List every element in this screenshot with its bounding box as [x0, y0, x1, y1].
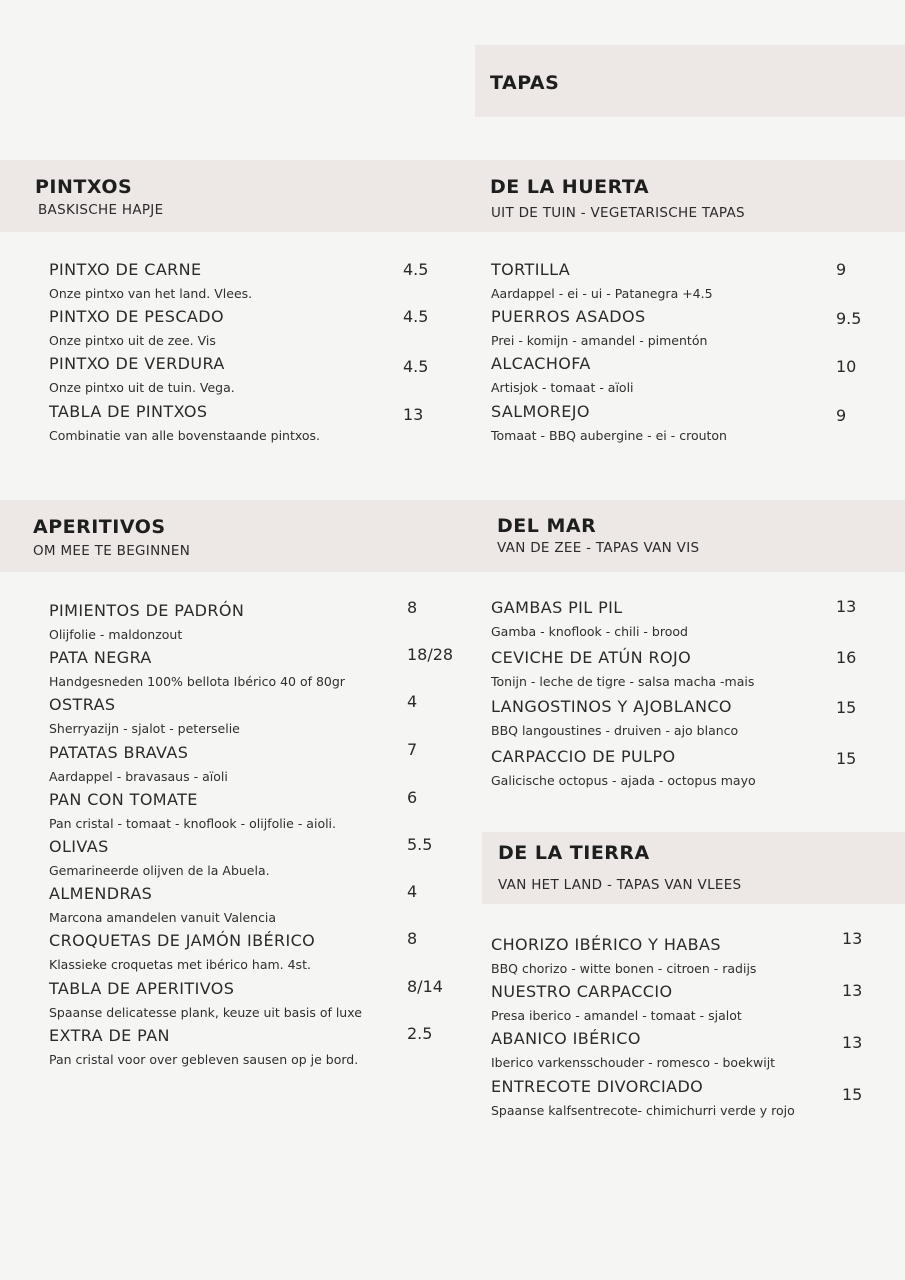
item-price: 15 — [842, 1084, 863, 1104]
pintxos-subtitle: BASKISCHE HAPJE — [38, 202, 164, 218]
item-name: ALCACHOFA — [491, 354, 591, 374]
item-name: GAMBAS PIL PIL — [491, 598, 623, 617]
item-description: Spaanse delicatesse plank, keuze uit basis of luxe — [49, 1004, 362, 1020]
menu-item — [491, 747, 891, 797]
item-price: 13 — [842, 981, 863, 1001]
item-price: 8 — [407, 598, 418, 617]
item-description: Pan cristal - tomaat - knoflook - olijfolie - aioli. — [49, 815, 337, 831]
item-description: Onze pintxo uit de tuin. Vega. — [49, 380, 235, 396]
aperitivos-title: APERITIVOS — [33, 516, 166, 538]
menu-item — [49, 598, 469, 648]
huerta-title: DE LA HUERTA — [490, 176, 650, 198]
item-price: 13 — [836, 597, 857, 616]
item-description: Combinatie van alle bovenstaande pintxos. — [49, 427, 321, 443]
item-name: TORTILLA — [491, 260, 571, 279]
item-description: Olijfolie - maldonzout — [49, 627, 183, 642]
huerta-subtitle: UIT DE TUIN - VEGETARISCHE TAPAS — [491, 205, 745, 221]
page-title: TAPAS — [490, 72, 560, 94]
aperitivos-subtitle: OM MEE TE BEGINNEN — [33, 543, 191, 559]
item-name: ENTRECOTE DIVORCIADO — [491, 1076, 704, 1096]
item-description: Onze pintxo van het land. Vlees. — [49, 286, 253, 301]
item-description: Iberico varkensschouder - romesco - boekwijt — [491, 1055, 776, 1071]
item-name: ALMENDRAS — [49, 884, 153, 904]
item-name: PUERROS ASADOS — [491, 307, 646, 327]
item-description: Marcona amandelen vanuit Valencia — [49, 910, 277, 926]
menu-item — [49, 260, 449, 307]
item-description: Presa iberico - amandel - tomaat - sjalot — [491, 1008, 742, 1024]
item-name: PINTXO DE PESCADO — [49, 307, 224, 327]
item-name: CHORIZO IBÉRICO Y HABAS — [491, 935, 721, 954]
item-description: Onze pintxo uit de zee. Vis — [49, 333, 216, 349]
menu-item — [491, 598, 891, 648]
item-price: 4 — [407, 692, 418, 712]
menu-item — [491, 354, 891, 401]
item-description: Pan cristal voor over gebleven sausen op je bord. — [49, 1051, 359, 1067]
menu-item — [49, 976, 469, 1026]
item-name: TABLA DE PINTXOS — [49, 401, 208, 421]
menu-item — [491, 307, 891, 354]
item-description: Klassieke croquetas met ibérico ham. 4st. — [49, 957, 311, 973]
item-price: 4 — [407, 882, 418, 902]
item-price: 15 — [836, 748, 857, 768]
mar-subtitle: VAN DE ZEE - TAPAS VAN VIS — [497, 540, 700, 556]
pintxos-title: PINTXOS — [35, 176, 133, 198]
item-price: 13 — [842, 1033, 863, 1053]
menu-item — [49, 1023, 469, 1073]
menu-item — [49, 931, 469, 978]
item-name: PATA NEGRA — [49, 648, 152, 668]
menu-item — [491, 1029, 891, 1076]
item-price: 4.5 — [403, 307, 429, 327]
item-name: OSTRAS — [49, 695, 116, 715]
tierra-title: DE LA TIERRA — [498, 842, 650, 864]
item-price: 15 — [836, 698, 857, 717]
item-description: Tonijn - leche de tigre - salsa macha -mais — [491, 673, 755, 689]
item-price: 10 — [836, 357, 857, 377]
item-name: PIMIENTOS DE PADRÓN — [49, 601, 245, 620]
menu-item — [49, 787, 469, 837]
item-price: 18/28 — [407, 645, 454, 665]
pintxos-list — [49, 260, 449, 449]
item-name: PAN CON TOMATE — [49, 789, 198, 809]
item-description: Galicische octopus - ajada - octopus mayo — [491, 772, 756, 788]
item-name: CROQUETAS DE JAMÓN IBÉRICO — [49, 931, 316, 951]
menu-item — [49, 692, 469, 742]
item-name: TABLA DE APERITIVOS — [49, 978, 235, 998]
menu-item — [49, 739, 469, 790]
tierra-subtitle: VAN HET LAND - TAPAS VAN VLEES — [498, 877, 742, 893]
item-name: ABANICO IBÉRICO — [491, 1029, 641, 1049]
item-name: OLIVAS — [49, 836, 109, 856]
item-price: 9 — [836, 405, 847, 425]
item-price: 13 — [403, 404, 424, 424]
item-description: Artisjok - tomaat - aïoli — [491, 380, 634, 396]
item-price: 9.5 — [836, 309, 862, 329]
item-price: 8 — [407, 929, 418, 949]
item-price: 8/14 — [407, 976, 443, 996]
menu-item — [491, 402, 891, 449]
item-price: 7 — [407, 739, 418, 759]
item-description: Spaanse kalfsentrecote- chimichurri verde y rojo — [491, 1102, 795, 1118]
item-price: 16 — [836, 647, 857, 667]
menu-item — [49, 834, 469, 884]
item-description: Aardappel - bravasaus - aïoli — [49, 768, 228, 784]
item-price: 5.5 — [407, 834, 433, 854]
huerta-list — [491, 260, 891, 449]
item-name: PINTXO DE CARNE — [49, 260, 202, 279]
item-price: 4.5 — [403, 260, 429, 279]
item-description: Gamba - knoflook - chili - brood — [491, 624, 688, 639]
menu-item — [49, 402, 449, 449]
menu-item — [491, 1077, 891, 1124]
menu-item — [491, 697, 891, 747]
menu-item — [49, 645, 469, 695]
item-description: Aardappel - ei - ui - Patanegra +4.5 — [491, 286, 713, 301]
menu-item — [491, 982, 891, 1029]
item-name: PINTXO DE VERDURA — [49, 354, 225, 374]
item-name: NUESTRO CARPACCIO — [491, 982, 673, 1002]
pintxos-header-band — [0, 160, 905, 232]
item-description: BBQ langoustines - druiven - ajo blanco — [491, 723, 739, 738]
mar-title: DEL MAR — [497, 515, 597, 537]
item-name: LANGOSTINOS Y AJOBLANCO — [491, 697, 732, 716]
item-price: 9 — [836, 260, 847, 279]
menu-item — [491, 648, 891, 698]
item-price: 2.5 — [407, 1023, 433, 1043]
item-price: 13 — [842, 929, 863, 948]
tierra-list — [491, 929, 891, 1124]
item-description: Gemarineerde olijven de la Abuela. — [49, 862, 270, 878]
menu-item — [49, 354, 449, 401]
item-description: Handgesneden 100% bellota Ibérico 40 of 80gr — [49, 674, 345, 690]
item-name: CARPACCIO DE PULPO — [491, 746, 676, 766]
mar-list — [491, 598, 891, 796]
item-name: EXTRA DE PAN — [49, 1025, 170, 1045]
item-price: 6 — [407, 787, 418, 807]
menu-item — [491, 929, 891, 982]
item-name: CEVICHE DE ATÚN ROJO — [491, 647, 692, 667]
item-price: 4.5 — [403, 357, 429, 377]
item-description: Sherryazijn - sjalot - peterselie — [49, 721, 240, 737]
item-description: Tomaat - BBQ aubergine - ei - crouton — [491, 427, 727, 443]
menu-item — [491, 260, 891, 307]
aperitivos-list — [49, 598, 469, 1073]
item-name: PATATAS BRAVAS — [49, 742, 189, 762]
menu-item — [49, 307, 449, 354]
item-description: Prei - komijn - amandel - pimentón — [491, 333, 708, 349]
item-name: SALMOREJO — [491, 401, 590, 421]
item-description: BBQ chorizo - witte bonen - citroen - radijs — [491, 961, 757, 976]
menu-item — [49, 884, 469, 931]
